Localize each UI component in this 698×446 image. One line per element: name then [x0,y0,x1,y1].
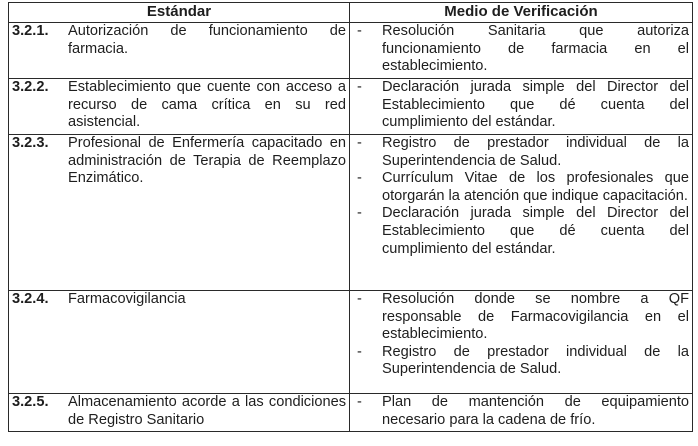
header-row [9,3,693,23]
list-dash: - [357,343,362,360]
list-dash: - [357,394,362,410]
standard-text: Profesional de Enfermería capacitado en administración de Terapia de Reemplazo Enzimático. [68,135,346,187]
list-dash: - [357,23,362,39]
verification-item [353,205,689,258]
table-row [9,135,693,291]
standard-text: Autorización de funcionamiento de farmacia. [68,23,346,57]
list-dash: - [357,79,362,95]
table-row [9,394,693,432]
standard-text: Establecimiento que cuente con acceso a recurso de cama crítica en su red asistencial. [68,79,346,131]
standards-table [8,2,693,432]
verification-item [353,394,689,429]
verification-text: Registro de prestador individual de la Superintendencia de Salud. [382,343,689,378]
verification-text: Plan de mantención de equipamiento necesario para la cadena de frío. [382,394,689,428]
verification-cell [350,79,693,135]
standard-code: 3.2.1. [12,23,49,39]
table-row [9,79,693,135]
standard-code: 3.2.5. [12,394,49,410]
verification-text: Resolución donde se nombre a QF responsable de Farmacovigilancia en el establecimiento. [382,291,689,343]
verification-cell [350,291,693,394]
list-dash: - [357,205,362,222]
list-dash: - [357,170,362,187]
verification-text: Registro de prestador individual de la Superintendencia de Salud. [382,135,689,169]
standard-cell [9,79,350,135]
table-row [9,291,693,394]
table-row [9,23,693,79]
list-dash: - [357,291,362,307]
verification-cell [350,23,693,79]
standard-cell [9,291,350,394]
standard-code: 3.2.4. [12,291,49,307]
header-verification: Medio de Verificación [350,3,693,23]
verification-item [353,23,689,76]
verification-text: Currículum Vitae de los profesionales que otorgarán la atención que indique capacitación. [382,170,689,204]
verification-item [353,344,689,379]
standard-cell [9,135,350,291]
verification-text: Declaración jurada simple del Director del Establecimiento que dé cuenta del cumplimiento del estándar. [382,79,689,131]
standard-text: Farmacovigilancia [68,291,186,307]
verification-item [353,79,689,132]
verification-text: Resolución Sanitaria que autoriza funcionamiento de farmacia en el establecimiento. [382,23,689,75]
verification-item [353,170,689,205]
standard-cell [9,394,350,432]
standard-code: 3.2.3. [12,135,49,151]
header-standard: Estándar [9,3,350,23]
standard-cell [9,23,350,79]
verification-cell [350,135,693,291]
list-dash: - [357,135,362,151]
verification-item [353,135,689,170]
standard-text: Almacenamiento acorde a las condiciones de Registro Sanitario [68,394,346,428]
verification-text: Declaración jurada simple del Director del Establecimiento que dé cuenta del cumplimiento del estándar. [382,205,689,257]
verification-item [353,291,689,344]
verification-cell [350,394,693,432]
standard-code: 3.2.2. [12,79,49,95]
